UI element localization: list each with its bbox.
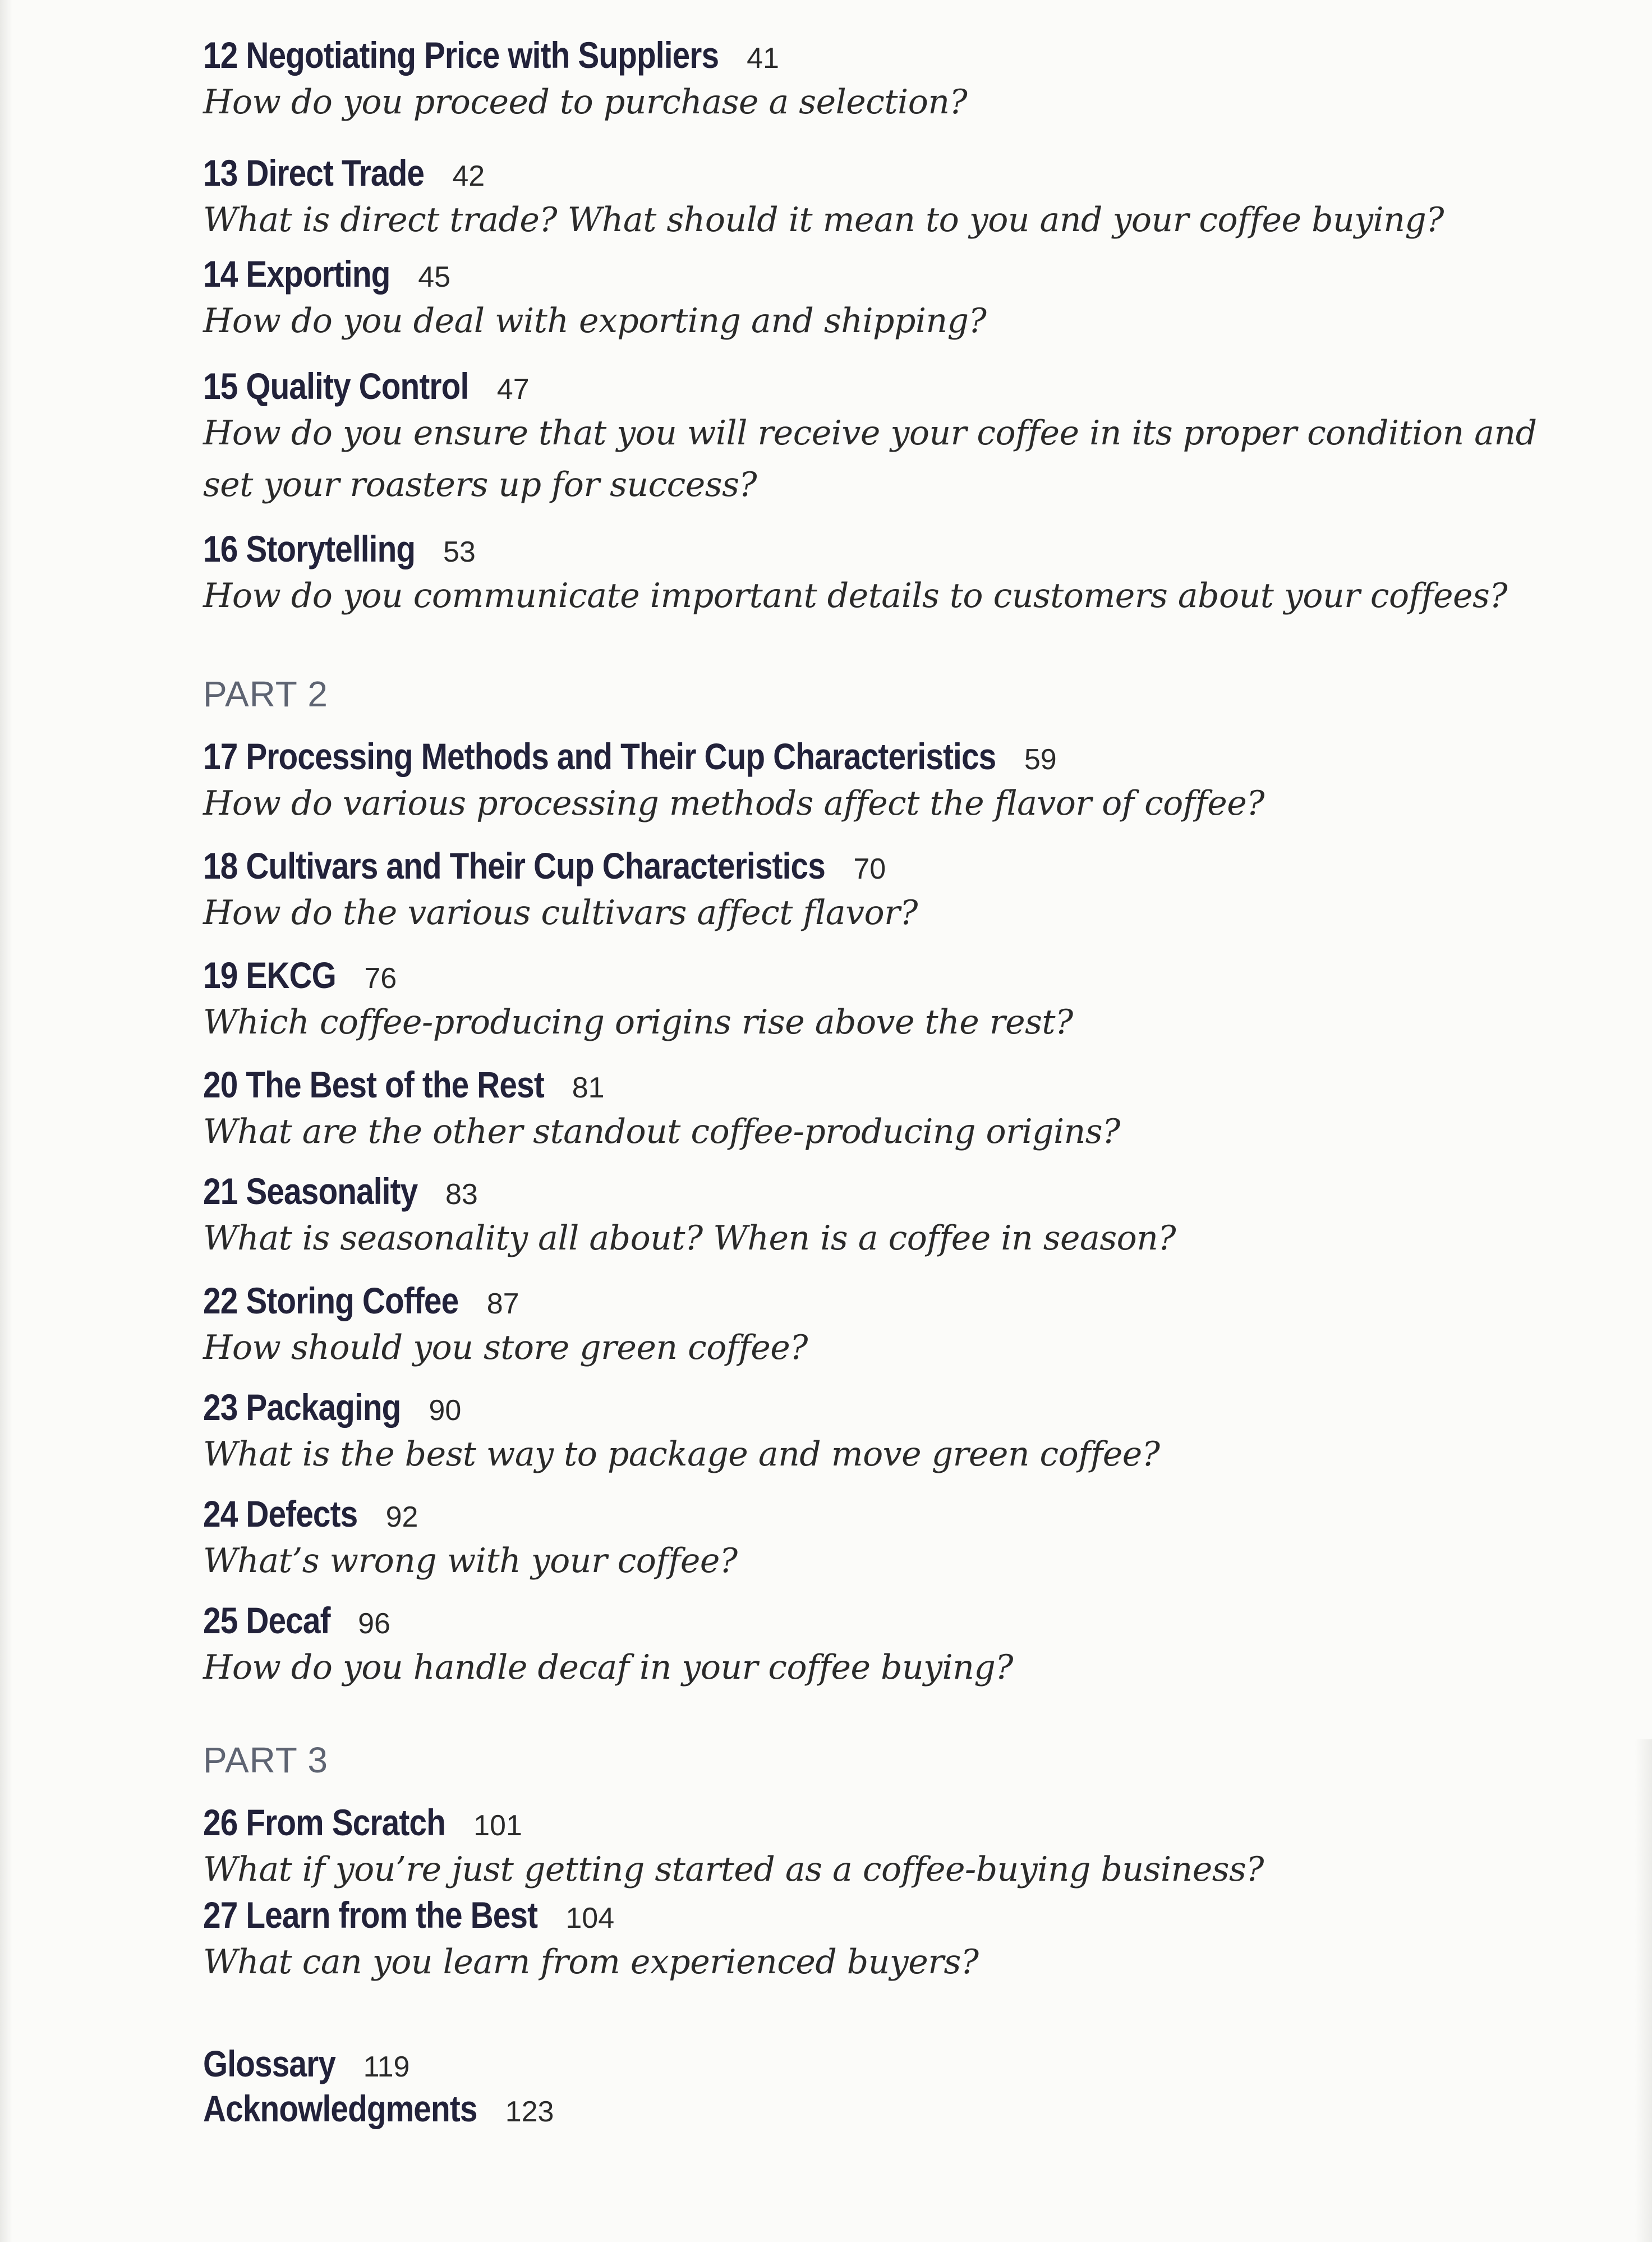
page-number: 83 <box>445 1178 478 1211</box>
chapter-question: How do you handle decaf in your coffee buying? <box>203 1648 1013 1687</box>
back-matter-title: Glossary <box>203 2043 336 2084</box>
toc-entry[interactable] <box>203 1063 1120 1157</box>
chapter-title: 23 Packaging <box>203 1386 401 1428</box>
toc-entry[interactable] <box>203 1492 738 1587</box>
chapter-title: 22 Storing Coffee <box>203 1280 459 1321</box>
toc-entry[interactable] <box>203 954 1073 1048</box>
chapter-question: How do you proceed to purchase a selection? <box>203 82 968 122</box>
chapter-question: How do the various cultivars affect flavor? <box>203 893 918 932</box>
page-number: 92 <box>385 1501 418 1533</box>
page-number: 87 <box>486 1288 519 1320</box>
back-matter-title: Acknowledgments <box>203 2088 477 2129</box>
toc-entry[interactable] <box>203 151 1444 246</box>
chapter-question: How do you ensure that you will receive your coffee in its proper condition and set your roasters up for success? <box>203 414 1537 504</box>
page-number: 70 <box>853 853 886 885</box>
chapter-title: 19 EKCG <box>203 954 336 996</box>
toc-entry[interactable] <box>203 365 1538 511</box>
page-number: 47 <box>496 373 530 406</box>
chapter-question: What is direct trade? What should it mean to you and your coffee buying? <box>203 200 1444 240</box>
toc-entry[interactable] <box>203 1170 1176 1264</box>
chapter-question: What if you’re just getting started as a coffee-buying business? <box>203 1850 1264 1889</box>
chapter-question: How do various processing methods affect the flavor of coffee? <box>203 784 1264 823</box>
page-number: 101 <box>473 1809 522 1842</box>
page-left-edge <box>0 0 12 2242</box>
chapter-question: What is seasonality all about? When is a coffee in season? <box>203 1219 1176 1258</box>
page-number: 59 <box>1024 743 1057 776</box>
toc-entry-acknowledgments[interactable] <box>203 2087 554 2130</box>
page-number: 104 <box>565 1902 615 1935</box>
chapter-question: Which coffee-producing origins rise above the rest? <box>203 1003 1073 1042</box>
toc-entry[interactable] <box>203 1801 1264 1895</box>
toc-entry[interactable] <box>203 34 967 128</box>
part-heading: PART 3 <box>203 1740 328 1780</box>
page-number: 53 <box>443 536 476 568</box>
toc-entry[interactable] <box>203 844 918 939</box>
page-right-shadow <box>1635 1739 1652 2242</box>
chapter-title: 18 Cultivars and Their Cup Characteristics <box>203 845 825 886</box>
chapter-title: 15 Quality Control <box>203 365 469 407</box>
chapter-title: 16 Storytelling <box>203 528 416 569</box>
chapter-question: How do you deal with exporting and shipping? <box>203 301 987 341</box>
chapter-question: What can you learn from experienced buyers? <box>203 1942 979 1982</box>
page-number: 123 <box>505 2096 554 2128</box>
chapter-title: 24 Defects <box>203 1493 358 1535</box>
chapter-title: 17 Processing Methods and Their Cup Characteristics <box>203 736 996 777</box>
page-number: 76 <box>364 962 397 995</box>
chapter-question: How do you communicate important details to customers about your coffees? <box>203 576 1508 615</box>
toc-entry[interactable] <box>203 1599 1013 1693</box>
chapter-question: What are the other standout coffee-producing origins? <box>203 1112 1120 1151</box>
page-number: 90 <box>429 1394 462 1427</box>
chapter-title: 14 Exporting <box>203 253 390 295</box>
toc-entry[interactable] <box>203 1279 808 1373</box>
page-number: 45 <box>418 261 451 293</box>
chapter-title: 20 The Best of the Rest <box>203 1064 544 1105</box>
chapter-title: 26 From Scratch <box>203 1802 445 1843</box>
page-number: 41 <box>747 42 779 75</box>
chapter-question: How should you store green coffee? <box>203 1328 808 1367</box>
page-number: 42 <box>452 160 485 192</box>
page-number: 96 <box>358 1607 390 1640</box>
chapter-title: 21 Seasonality <box>203 1170 418 1212</box>
page-number: 119 <box>363 2051 410 2083</box>
toc-entry[interactable] <box>203 252 986 347</box>
chapter-title: 25 Decaf <box>203 1600 330 1641</box>
chapter-question: What’s wrong with your coffee? <box>203 1541 738 1581</box>
toc-entry[interactable] <box>203 1386 1159 1480</box>
chapter-title: 27 Learn from the Best <box>203 1894 538 1936</box>
toc-entry[interactable] <box>203 735 1264 829</box>
part-heading: PART 2 <box>203 674 328 714</box>
toc-entry[interactable] <box>203 1894 978 1988</box>
toc-entry-glossary[interactable] <box>203 2042 409 2085</box>
chapter-title: 13 Direct Trade <box>203 152 425 194</box>
chapter-question: What is the best way to package and move green coffee? <box>203 1435 1160 1474</box>
chapter-title: 12 Negotiating Price with Suppliers <box>203 34 719 76</box>
page-number: 81 <box>572 1072 605 1104</box>
toc-entry[interactable] <box>203 527 1507 622</box>
